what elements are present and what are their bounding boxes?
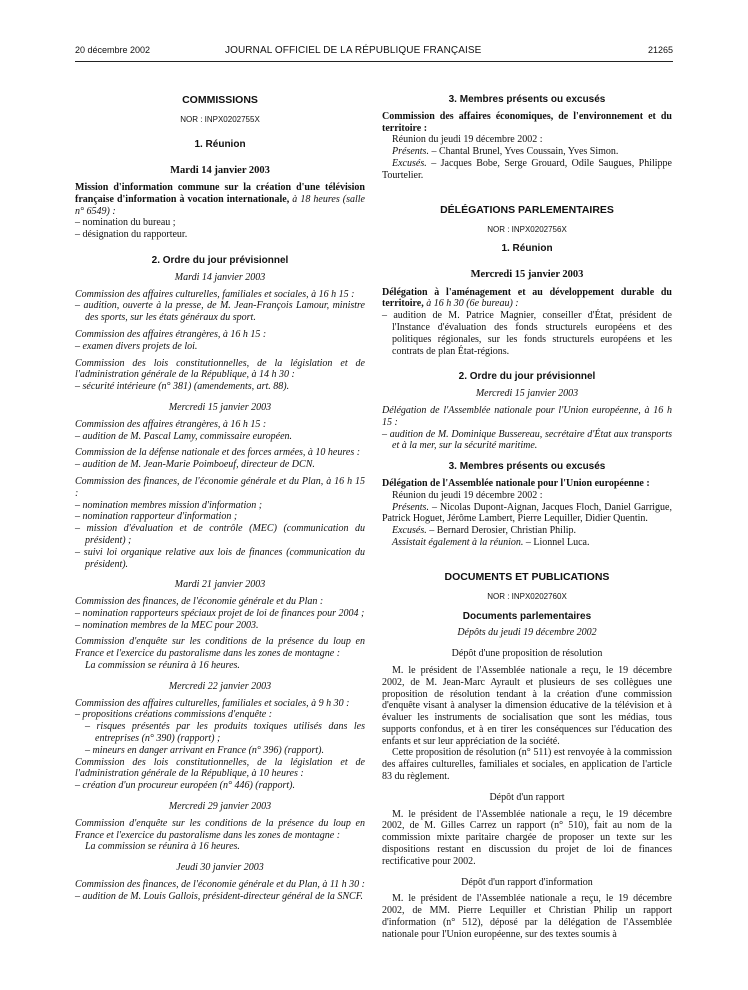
list-item: – mission d'évaluation et de contrôle (MEC) (communication du président) ; [75, 523, 365, 546]
nor-reference: NOR : INPX0202755X [180, 115, 260, 125]
assist-label: Assistait également à la réunion. [392, 536, 524, 548]
page-header [75, 45, 673, 59]
nor-reference: NOR : INPX0202756X [487, 224, 567, 234]
committee-bold: Commission des affaires économiques, de l'environnement et du territoire : [382, 110, 672, 134]
heading-ordre-du-jour: 2. Ordre du jour prévisionnel [151, 254, 289, 266]
list-item: – création d'un procureur européen (n° 446) (rapport). [75, 780, 295, 792]
list-item: – audition, ouverte à la presse, de M. Jean-François Lamour, ministre des sports, sur les états généraux du sport. [75, 300, 365, 324]
mission-head: Mission d'information commune sur la création d'une télévision française d'information à vocation internationale, [75, 181, 365, 205]
date-heading: Mercredi 22 janvier 2003 [168, 680, 272, 692]
assist-names: – Lionnel Luca. [523, 536, 590, 548]
excuses-label: Excusés. [392, 157, 427, 169]
heading-membres: 3. Membres présents ou excusés [448, 94, 606, 105]
presents-line [382, 146, 672, 158]
list-item: – audition de M. Jean-Marie Poimboeuf, directeur de DCN. [75, 459, 315, 471]
date-heading: Mercredi 15 janvier 2003 [470, 269, 584, 281]
sub-list-item: – mineurs en danger arrivant en France (n° 396) (rapport). [85, 744, 324, 756]
presents-names: – Nicolas Dupont-Aignan, Jacques Floch, Daniel Garrigue, Patrick Hoguet, Jérôme Lambert, Pierre Lequiller, Didier Quentin. [382, 501, 672, 525]
header-date: 20 décembre 2002 [75, 45, 151, 55]
meeting-date: Réunion du jeudi 19 décembre 2002 : [392, 134, 543, 146]
date-heading: Mardi 14 janvier 2003 [174, 271, 266, 283]
deposit-paragraph: M. le président de l'Assemblée nationale a reçu, le 19 décembre 2002, de MM. Pierre Lequiller et Christian Philip un rapport d'information (n° 512), déposé par la délégation de l'Assemblée nationale pour l'Union européenne, sur des textes soumis à [382, 893, 672, 940]
excuses-names: – Jacques Bobe, Serge Grouard, Odile Saugues, Philippe Tourtelier. [382, 157, 672, 181]
date-heading: Mercredi 15 janvier 2003 [475, 388, 579, 400]
date-heading: Mercredi 29 janvier 2003 [168, 801, 272, 813]
journal-title: JOURNAL OFFICIEL DE LA RÉPUBLIQUE FRANÇAISE [225, 45, 482, 56]
mission-when: à 18 heures (salle n° 6549) : [75, 193, 365, 217]
nor-reference: NOR : INPX0202760X [487, 592, 567, 602]
list-item: – désignation du rapporteur. [75, 229, 188, 241]
excuses-label: Excusés. [392, 525, 427, 537]
excuses-line [382, 525, 672, 537]
presents-line [382, 502, 672, 526]
list-item: – examen divers projets de loi. [75, 340, 198, 352]
list-item: – sécurité intérieure (n° 381) (amendements, art. 88). [75, 381, 290, 393]
committee-line: Commission des affaires étrangères, à 16 h 15 : [75, 328, 267, 340]
committee-line: Commission des finances, de l'économie générale et du Plan : [75, 596, 324, 608]
excuses-names: – Bernard Derosier, Christian Philip. [426, 525, 577, 537]
section-title-commissions: COMMISSIONS [182, 94, 258, 106]
committee-line: Commission de la défense nationale et des forces armées, à 10 heures : [75, 447, 361, 459]
assist-line [382, 537, 672, 549]
heading-membres: 3. Membres présents ou excusés [448, 461, 606, 473]
delegation-paragraph [382, 287, 672, 311]
list-item: – nomination du bureau ; [75, 217, 176, 229]
presents-label: Présents. [392, 501, 429, 513]
committee-name [382, 478, 672, 490]
delegation-head: Délégation à l'aménagement et au développement durable du territoire, [382, 286, 672, 310]
deposit-paragraph: Cette proposition de résolution (n° 511) est renvoyée à la commission des affaires culturelles, familiales et sociales, en application de l'article 83 du règlement. [382, 747, 672, 783]
list-item: – nomination membres de la MEC pour 2003. [75, 619, 259, 631]
delegation-when: à 16 h 30 (6e bureau) : [423, 298, 519, 310]
heading-reunion: 1. Réunion [194, 138, 246, 150]
mission-paragraph [75, 182, 365, 217]
date-heading: Jeudi 30 janvier 2003 [176, 862, 264, 874]
date-heading: Dépôts du jeudi 19 décembre 2002 [457, 627, 597, 639]
committee-line: Commission des lois constitutionnelles, de la législation et de l'administration générale de la République, à 14 h 30 : [75, 357, 365, 381]
heading-reunion: 1. Réunion [501, 243, 553, 255]
note-line: La commission se réunira à 16 heures. [85, 660, 240, 672]
presents-label: Présents. [392, 146, 429, 158]
heading-ordre-du-jour: 2. Ordre du jour prévisionnel [458, 371, 596, 383]
committee-name [382, 111, 672, 135]
committee-line: Commission des affaires culturelles, familiales et sociales, à 16 h 15 : [75, 288, 355, 300]
presents-names: – Chantal Brunel, Yves Coussain, Yves Simon. [428, 146, 619, 158]
section-title-documents: DOCUMENTS ET PUBLICATIONS [444, 570, 610, 583]
list-item: – audition de M. Louis Gallois, président-directeur général de la SNCF. [75, 890, 364, 902]
page-number: 21265 [647, 45, 673, 55]
list-item: – nomination rapporteurs spéciaux projet de loi de finances pour 2004 ; [75, 607, 365, 619]
committee-line: Délégation de l'Assemblée nationale pour l'Union européenne, à 16 h 15 : [382, 404, 672, 428]
note-line: La commission se réunira à 16 heures. [85, 841, 240, 853]
sub-list-item: – risques présentés par les produits toxiques utilisés dans les entreprises (n° 390) (rapport) ; [85, 721, 365, 745]
list-item: – propositions créations commissions d'enquête : [75, 709, 273, 721]
committee-bold: Délégation de l'Assemblée nationale pour l'Union européenne : [382, 477, 650, 489]
deposit-heading: Dépôt d'un rapport [489, 791, 565, 803]
section-title-delegations: DÉLÉGATIONS PARLEMENTAIRES [440, 203, 614, 216]
heading-documents-parlementaires: Documents parlementaires [462, 610, 592, 622]
list-item: – audition de M. Patrice Magnier, conseiller d'État, président de l'Instance d'évaluation des fonds structurels européens et des politiques régionales, sur les fonds structurels européens et les contrats de plan État-régions. [382, 310, 672, 357]
committee-line: Commission des affaires étrangères, à 16 h 15 : [75, 418, 267, 430]
committee-line: Commission d'enquête sur les conditions de la présence du loup en France et l'exercice du pastoralisme dans les zones de montagne : [75, 636, 365, 660]
right-column [382, 94, 672, 941]
committee-line: Commission des finances, de l'économie générale et du Plan, à 16 h 15 : [75, 475, 365, 499]
deposit-heading: Dépôt d'un rapport d'information [461, 876, 593, 888]
committee-line: Commission des finances, de l'économie générale et du Plan, à 11 h 30 : [75, 879, 365, 891]
list-item: – suivi loi organique relative aux lois de finances (communication du président). [75, 546, 365, 570]
date-heading: Mardi 21 janvier 2003 [174, 579, 266, 591]
committee-line: Commission d'enquête sur les conditions de la présence du loup en France et l'exercice du pastoralisme dans les zones de montagne : [75, 817, 365, 841]
list-item: – nomination rapporteur d'information ; [75, 511, 238, 523]
header-rule [75, 61, 673, 62]
committee-line: Commission des lois constitutionnelles, de la législation et de l'administration générale de la République, à 10 heures : [75, 756, 365, 780]
list-item: – audition de M. Dominique Bussereau, secrétaire d'État aux transports et à la mer, sur la sécurité maritime. [382, 428, 672, 452]
meeting-date: Réunion du jeudi 19 décembre 2002 : [392, 489, 543, 501]
excuses-line [382, 158, 672, 182]
date-heading: Mercredi 15 janvier 2003 [168, 401, 272, 413]
list-item: – audition de M. Pascal Lamy, commissaire européen. [75, 430, 293, 442]
deposit-heading: Dépôt d'une proposition de résolution [451, 648, 603, 660]
list-item: – nomination membres mission d'information ; [75, 499, 263, 511]
date-heading: Mardi 14 janvier 2003 [170, 164, 270, 176]
deposit-paragraph: M. le président de l'Assemblée nationale a reçu, le 19 décembre 2002, de M. Jean-Marc Ayrault et plusieurs de ses collègues une proposition de résolution tendant à la création d'une commission d'enquête visant à analyser la dimension éducative de la télévision et à évaluer les instruments de socialisation que sont les médias, tous supports confondus, et à en tirer les conséquences sur l'éducation des enfants et sur leur appréciation de la société. [382, 664, 672, 747]
deposit-paragraph: M. le président de l'Assemblée nationale a reçu, le 19 décembre 2002, de M. Gilles Carrez un rapport (n° 510), fait au nom de la commission mixte paritaire chargée de proposer un texte sur les dispositions restant en discussion du projet de loi de finances rectificative pour 2002. [382, 808, 672, 867]
committee-line: Commission des affaires culturelles, familiales et sociales, à 9 h 30 : [75, 697, 350, 709]
left-column [75, 94, 365, 903]
